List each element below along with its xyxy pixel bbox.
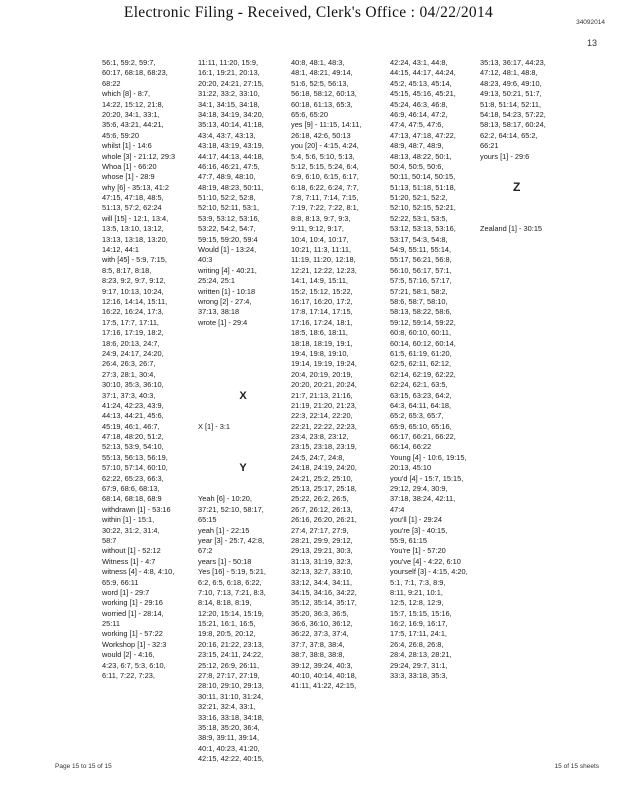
index-entry: 52:22, 53:1, 53:5,: [390, 213, 448, 223]
index-entry: 7:19, 7:22, 7:22, 8:1,: [291, 203, 359, 213]
index-entry: 27:3, 28:1, 30:4,: [102, 369, 156, 379]
index-entry: 30:22, 31:2, 31:4,: [102, 525, 160, 535]
index-entry: Young [4] - 10:6, 19:15,: [390, 452, 467, 462]
index-entry: 68:22: [102, 78, 121, 88]
index-entry: 48:1, 48:21, 49:14,: [291, 68, 353, 78]
index-entry: 59:12, 59:14, 59:22,: [390, 317, 456, 327]
index-entry: 17:5, 17:11, 24:1,: [390, 629, 447, 639]
index-entry: 15:7, 15:15, 15:16,: [390, 608, 452, 618]
index-entry: 48:19, 48:23, 50:11,: [198, 182, 264, 192]
index-entry: 44:13, 44:21, 45:6,: [102, 411, 164, 421]
index-entry: Whoa [1] - 66:20: [102, 161, 157, 171]
index-entry: Yes [16] - 5:19, 5:21,: [198, 567, 266, 577]
index-entry: 12:21, 12:22, 12:23,: [291, 265, 357, 275]
index-entry: 40:10, 40:14, 40:18,: [291, 671, 357, 681]
index-entry: working [1] - 29:16: [102, 598, 163, 608]
section-letter: X: [239, 389, 247, 402]
index-entry: 62:14, 62:19, 62:22,: [390, 369, 456, 379]
index-entry: 20:20, 24:21, 27:15,: [198, 78, 264, 88]
index-entry: 17:8, 17:14, 17:15,: [291, 307, 353, 317]
index-entry: 24:18, 24:19, 24:20,: [291, 463, 357, 473]
index-entry: 24:21, 25:2, 25:10,: [291, 473, 353, 483]
index-entry: Witness [1] - 4:7: [102, 556, 156, 566]
index-entry: 58:13, 58:22, 58:6,: [390, 307, 452, 317]
index-entry: 35:12, 35:14, 35:17,: [291, 598, 357, 608]
index-entry: 11:11, 11:20, 15:9,: [198, 58, 258, 67]
index-entry: You're [1] - 57:20: [390, 546, 446, 556]
index-entry: 25:13, 25:17, 25:18,: [291, 484, 357, 494]
index-entry: 14:1, 14:9, 15:11,: [291, 276, 348, 286]
index-entry: 28:4, 28:13, 28:21,: [390, 650, 452, 660]
index-entry: 37:13, 38:18: [198, 307, 240, 317]
index-entry: wrong [2] - 27:4,: [198, 296, 252, 306]
index-entry: withdrawn [1] - 53:16: [102, 504, 171, 514]
index-entry: 33:3, 33:18, 35:3,: [390, 671, 448, 681]
index-entry: 61:5, 61:19, 61:20,: [390, 348, 452, 358]
index-entry: 5:12, 5:15, 5:24, 6:4,: [291, 161, 359, 171]
index-entry: you've [4] - 4:22, 6:10: [390, 556, 461, 566]
index-entry: 33:12, 34:4, 34:11,: [291, 577, 353, 587]
index-entry: Workshop [1] - 32:3: [102, 639, 167, 649]
index-entry: will [15] - 12:1, 13:4,: [102, 213, 169, 223]
index-entry: 12:20, 15:14, 15:19,: [198, 608, 264, 618]
index-entry: without [1] - 52:12: [102, 546, 161, 556]
index-entry: [480, 193, 570, 203]
index-entry: within [1] - 15:1,: [102, 515, 155, 525]
index-entry: 53:17, 54:3, 54:8,: [390, 234, 448, 244]
index-entry: 31:22, 33:2, 33:10,: [198, 89, 260, 99]
index-entry: witness [4] - 4:8, 4:10,: [102, 567, 175, 577]
index-entry: 47:18, 48:20, 51:2,: [102, 432, 164, 442]
index-entry: 34:18, 34:19, 34:20,: [198, 109, 264, 119]
index-entry: 14:22, 15:12, 21:8,: [102, 99, 164, 109]
index-entry: 64:3, 64:11, 64:18,: [390, 400, 452, 410]
index-entry: 16:2, 16:9, 16:17,: [390, 619, 448, 629]
index-entry: 10:21, 11:3, 11:11,: [291, 245, 351, 255]
index-entry: [198, 359, 288, 369]
index-entry: yeah [1] - 22:15: [198, 525, 250, 535]
index-entry: Yeah [6] - 10:20,: [198, 494, 252, 504]
index-entry: 65:9, 66:11: [102, 577, 139, 587]
index-entry: 38:7, 38:8, 38:8,: [291, 650, 345, 660]
index-entry: 63:15, 63:23, 64:2,: [390, 390, 452, 400]
index-entry: writing [4] - 40:21,: [198, 265, 257, 275]
index-entry: 24:9, 24:17, 24:20,: [102, 348, 164, 358]
index-entry: 48:9, 48:7, 48:9,: [390, 141, 444, 151]
index-entry: Would [1] - 13:24,: [198, 245, 257, 255]
index-entry: [480, 203, 570, 213]
index-entry: 59:15, 59:20, 59:4: [198, 234, 258, 244]
index-entry: whose [1] - 28:9: [102, 172, 155, 182]
index-entry: you [20] - 4:15, 4:24,: [291, 141, 359, 151]
index-entry: 34:1, 34:15, 34:18,: [198, 99, 260, 109]
index-entry: 53:9, 53:12, 53:16,: [198, 213, 260, 223]
index-entry: 20:4, 20:19, 20:19,: [291, 369, 353, 379]
index-entry: 25:24, 25:1: [198, 276, 235, 286]
index-entry: 13:13, 13:18, 13:20,: [102, 234, 168, 244]
index-entry: 16:1, 19:21, 20:13,: [198, 68, 260, 78]
index-entry: 19:14, 19:19, 19:24,: [291, 359, 357, 369]
index-entry: 42:15, 42:22, 40:15,: [198, 754, 264, 764]
index-entry: 20:20, 34:1, 33:1,: [102, 109, 160, 119]
index-entry: 56:1, 59:2, 59:7,: [102, 58, 156, 67]
index-entry: 6:2, 6:5, 6:18, 6:22,: [198, 577, 262, 587]
index-entry: 51:10, 52:2, 52:8,: [198, 193, 256, 203]
index-entry: 51:6, 52:5, 56:13,: [291, 78, 349, 88]
index-entry: with [45] - 5:9, 7:15,: [102, 255, 167, 265]
index-entry: 13:5, 13:10, 13:12,: [102, 224, 164, 234]
index-entry: 4:23, 6:7, 5:3, 6:10,: [102, 660, 166, 670]
index-entry: 48:13, 48:22, 50:1,: [390, 151, 452, 161]
index-column-1: [102, 58, 192, 681]
index-entry: 52:13, 53:9, 54:10,: [102, 442, 164, 452]
index-entry: wrote [1] - 29:4: [198, 317, 248, 327]
index-entry: 16:22, 16:24, 17:3,: [102, 307, 164, 317]
index-entry: 20:13, 45:10: [390, 463, 432, 473]
index-entry: 25:22, 26:2, 26:5,: [291, 494, 349, 504]
index-entry: 47:4: [390, 504, 405, 514]
index-entry: [198, 432, 288, 442]
index-entry: 51:13, 57:2, 62:24: [102, 203, 162, 213]
index-entry: 38:9, 39:11, 39:14,: [198, 733, 260, 743]
index-column-2: [198, 58, 288, 765]
index-entry: 21:7, 21:13, 21:16,: [291, 390, 353, 400]
index-entry: 9:17, 10:13, 10:24,: [102, 286, 164, 296]
index-entry: 47:4, 47:5, 47:6,: [390, 120, 444, 130]
index-entry: 32:21, 32:4, 33:1,: [198, 702, 256, 712]
index-entry: 5:1, 7:1, 7:3, 8:9,: [390, 577, 446, 587]
index-entry: 62:5, 62:11, 62:12,: [390, 359, 452, 369]
index-entry: 47:12, 48:1, 48:8,: [480, 68, 538, 78]
index-column-3: [291, 58, 381, 692]
index-entry: 54:18, 54:23, 57:22,: [480, 109, 546, 119]
index-entry: 44:17, 44:13, 44:18,: [198, 151, 264, 161]
index-entry: 8:23, 9:2, 9:7, 9:12,: [102, 276, 166, 286]
index-entry: 65:15: [198, 515, 217, 525]
index-entry: [198, 442, 288, 452]
index-entry: 60:17, 68:18, 68:23,: [102, 68, 168, 78]
index-entry: 29:12, 29:4, 30:9,: [390, 484, 448, 494]
index-entry: Zealand [1] - 30:15: [480, 224, 543, 234]
index-entry: 37:21, 52:10, 58:17,: [198, 504, 264, 514]
index-entry: 67:9, 68:6, 68:13,: [102, 484, 160, 494]
index-entry: [480, 214, 570, 224]
index-entry: 41:11, 41:22, 42:15,: [291, 681, 357, 691]
index-entry: [480, 172, 570, 182]
index-entry: you're [3] - 40:15,: [390, 525, 448, 535]
index-entry: 46:16, 46:21, 47:5,: [198, 161, 260, 171]
index-entry: 18:6, 20:13, 24:7,: [102, 338, 160, 348]
index-column-5: [480, 58, 570, 235]
index-entry: [198, 411, 288, 421]
index-entry: 53:22, 54:2, 54:7,: [198, 224, 256, 234]
index-entry: 47:15, 47:18, 48:5,: [102, 193, 164, 203]
index-entry: 23:15, 23:18, 23:19,: [291, 442, 357, 452]
index-entry: 52:10, 52:15, 52:21,: [390, 203, 456, 213]
index-entry: 37:18, 38:24, 42:11,: [390, 494, 456, 504]
index-entry: 50:11, 50:14, 50:15,: [390, 172, 456, 182]
index-entry: would [2] - 4:16,: [102, 650, 155, 660]
index-entry: 50:4, 50:5, 50:6,: [390, 161, 444, 171]
index-entry: 62:22, 65:23, 66:3,: [102, 473, 164, 483]
index-entry: 55:17, 56:21, 56:8,: [390, 255, 452, 265]
index-entry: 27:8, 27:17, 27:19,: [198, 671, 260, 681]
index-entry: [198, 401, 288, 411]
index-entry: 51:8, 51:14, 52:11,: [480, 99, 542, 109]
index-entry: 12:5, 12:8, 12:9,: [390, 598, 444, 608]
index-entry: yourself [3] - 4:15, 4:20,: [390, 567, 468, 577]
index-entry: [198, 328, 288, 338]
index-entry: 14:12, 44:1: [102, 245, 139, 255]
index-entry: 36:22, 37:3, 37:4,: [291, 629, 349, 639]
index-entry: 45:24, 46:3, 46:8,: [390, 99, 448, 109]
index-entry: written [1] - 10:18: [198, 286, 256, 296]
index-entry: 55:13, 56:13, 56:19,: [102, 452, 168, 462]
index-entry: 8:5, 8:17, 8:18,: [102, 265, 152, 275]
index-entry: 51:13, 51:18, 51:18,: [390, 182, 456, 192]
index-entry: yes [9] - 11:15, 14:11,: [291, 120, 362, 130]
index-entry: 8:8, 8:13, 9:7, 9:3,: [291, 213, 351, 223]
index-entry: 29:24, 29:7, 31:1,: [390, 660, 448, 670]
index-entry: 37:1, 37:3, 40:3,: [102, 390, 156, 400]
index-entry: 62:2, 64:14, 65:2,: [480, 130, 538, 140]
index-entry: 57:10, 57:14, 60:10,: [102, 463, 168, 473]
index-entry: 8:11, 9:21, 10:1,: [390, 587, 443, 597]
index-entry: X [1] - 3:1: [198, 421, 231, 431]
index-entry: 5:4, 5:6, 5:10, 5:13,: [291, 151, 355, 161]
footer-page-range: Page 15 to 15 of 15: [55, 763, 112, 770]
index-entry: 26:16, 26:20, 26:21,: [291, 515, 357, 525]
index-entry: 9:11, 9:12, 9:17,: [291, 224, 344, 234]
index-entry: 37:7, 37:8, 38:4,: [291, 639, 345, 649]
section-letter-z: Z: [513, 180, 521, 194]
index-entry: 40:1, 40:23, 41:20,: [198, 743, 260, 753]
index-entry: 19:8, 20:5, 20:12,: [198, 629, 256, 639]
index-entry: 25:12, 26:9, 26:11,: [198, 660, 260, 670]
page-number: 13: [586, 38, 597, 48]
index-entry: 26:18, 42:6, 50:13: [291, 130, 351, 140]
index-entry: 8:14, 8:18, 8:19,: [198, 598, 252, 608]
index-entry: 44:15, 44:17, 44:24,: [390, 68, 456, 78]
index-entry: 60:18, 61:13, 65:3,: [291, 99, 353, 109]
index-entry: 17:5, 17:7, 17:11,: [102, 317, 159, 327]
index-entry: 17:16, 17:24, 18:1,: [291, 317, 353, 327]
index-entry: why [6] - 35:13, 41:2: [102, 182, 169, 192]
index-entry: year [3] - 25:7, 42:8,: [198, 535, 265, 545]
index-entry: 6:18, 6:22, 6:24, 7:7,: [291, 182, 359, 192]
index-entry: you'll [1] - 29:24: [390, 515, 442, 525]
index-entry: whole [3] - 21:12, 29:3: [102, 151, 176, 161]
index-entry: 23:15, 24:11, 24:22,: [198, 650, 264, 660]
index-entry: 26:4, 26:8, 26:8,: [390, 639, 444, 649]
index-entry: 6:9, 6:10, 6:15, 6:17,: [291, 172, 359, 182]
index-entry: 15:21, 16:1, 16:5,: [198, 619, 256, 629]
index-entry: whilst [1] - 14:6: [102, 141, 152, 151]
index-entry: [480, 183, 570, 193]
index-entry: 51:20, 52:1, 52:2,: [390, 193, 448, 203]
index-entry: 42:24, 43:1, 44:8,: [390, 58, 448, 67]
index-entry: 43:4, 43:7, 43:13,: [198, 130, 256, 140]
index-entry: 12:16, 14:14, 15:11,: [102, 296, 168, 306]
index-entry: 49:13, 50:21, 51:7,: [480, 89, 542, 99]
index-entry: 36:6, 36:10, 36:12,: [291, 619, 353, 629]
index-entry: 18:18, 18:19, 19:1,: [291, 338, 353, 348]
index-entry: 32:13, 32:7, 33:10,: [291, 567, 353, 577]
index-entry: 47:13, 47:18, 47:22,: [390, 130, 456, 140]
index-entry: 66:14, 66:22: [390, 442, 432, 452]
index-entry: 7:8, 7:11, 7:14, 7:15,: [291, 193, 359, 203]
index-entry: 16:17, 16:20, 17:2,: [291, 296, 353, 306]
index-entry: 20:20, 20:21, 20:24,: [291, 380, 357, 390]
index-entry: 7:10, 7:13, 7:21, 8:3,: [198, 587, 266, 597]
index-entry: 35:13, 36:17, 44:23,: [480, 58, 546, 67]
section-letter: Y: [239, 462, 247, 475]
index-entry: 46:9, 46:14, 47:2,: [390, 109, 448, 119]
index-entry: 57:5, 57:16, 57:17,: [390, 276, 452, 286]
index-entry: 6:11, 7:22, 7:23,: [102, 671, 155, 681]
index-entry: [198, 370, 288, 380]
index-entry: 45:6, 59:20: [102, 130, 139, 140]
index-entry: 28:10, 29:10, 29:13,: [198, 681, 264, 691]
filing-stamp: Electronic Filing - Received, Clerk's Office : 04/22/2014: [123, 4, 494, 21]
index-entry: 30:10, 35:3, 36:10,: [102, 380, 164, 390]
index-entry: 45:19, 46:1, 46:7,: [102, 421, 160, 431]
index-entry: [198, 474, 288, 484]
index-entry: 68:14, 68:18, 68:9: [102, 494, 162, 504]
index-entry: 40:8, 48:1, 48:3,: [291, 58, 345, 67]
index-entry: 20:16, 21:22, 23:13,: [198, 639, 264, 649]
index-entry: 65:6, 65:20: [291, 109, 328, 119]
index-entry: 39:12, 39:24, 40:3,: [291, 660, 353, 670]
index-entry: 52:10, 52:11, 53:1,: [198, 203, 260, 213]
index-entry: 41:24, 42:23, 43:9,: [102, 400, 164, 410]
index-entry: 25:11: [102, 619, 120, 629]
index-entry: 21:19, 21:20, 21:23,: [291, 400, 357, 410]
index-entry: years [1] - 50:18: [198, 556, 252, 566]
index-entry: 43:18, 43:19, 43:19,: [198, 141, 264, 151]
index-entry: 56:10, 56:17, 57:1,: [390, 265, 452, 275]
index-entry: 47:7, 48:9, 48:10,: [198, 172, 256, 182]
index-entry: 67:2: [198, 546, 213, 556]
page-id: 34092014: [576, 19, 605, 26]
index-entry: 35:13, 40:14, 41:18,: [198, 120, 264, 130]
index-entry: yours [1] - 29:6: [480, 151, 530, 161]
index-entry: 35:6, 43:21, 44:21,: [102, 120, 164, 130]
index-entry: you'd [4] - 15:7, 15:15,: [390, 473, 464, 483]
index-entry: 18:5, 18:6, 18:11,: [291, 328, 348, 338]
index-entry: 45:2, 45:13, 45:14,: [390, 78, 452, 88]
index-entry: 22:21, 22:22, 22:23,: [291, 421, 357, 431]
index-entry: [198, 349, 288, 359]
index-entry: worried [1] - 28:14,: [102, 608, 164, 618]
index-entry: 58:13, 58:17, 60:24,: [480, 120, 546, 130]
index-entry: 31:13, 31:19, 32:3,: [291, 556, 353, 566]
index-entry: 34:15, 34:16, 34:22,: [291, 587, 357, 597]
index-entry: 24:5, 24:7, 24:8,: [291, 452, 345, 462]
index-entry: which [8] - 8:7,: [102, 89, 151, 99]
index-entry: word [1] - 29:7: [102, 587, 150, 597]
index-entry: 60:14, 60:12, 60:14,: [390, 338, 456, 348]
index-entry: 58:6, 58:7, 58:10,: [390, 296, 448, 306]
index-entry: 15:2, 15:12, 15:22,: [291, 286, 353, 296]
index-entry: 28:21, 29:9, 29:12,: [291, 535, 353, 545]
index-entry: 62:24, 62:1, 63:5,: [390, 380, 448, 390]
index-entry: 29:13, 29:21, 30:3,: [291, 546, 353, 556]
footer-sheet-count: 15 of 15 sheets: [554, 763, 599, 770]
index-entry: 22:3, 22:14, 22:20,: [291, 411, 353, 421]
index-entry: 58:7: [102, 535, 117, 545]
index-entry: working [1] - 57:22: [102, 629, 163, 639]
index-entry: [198, 339, 288, 349]
index-entry: [198, 484, 288, 494]
index-entry: 35:20, 36:3, 36:5,: [291, 608, 349, 618]
index-entry: 26:4, 26:3, 26:7,: [102, 359, 156, 369]
index-entry: 48:23, 49:6, 49:10,: [480, 78, 542, 88]
index-entry: 35:18, 35:20, 36:4,: [198, 723, 260, 732]
index-entry: 55:9, 61:15: [390, 535, 427, 545]
index-entry: 40:3: [198, 255, 213, 265]
index-entry: 11:19, 11:20, 12:18,: [291, 255, 356, 265]
index-entry: 60:8, 60:10, 60:11,: [390, 328, 452, 338]
index-entry: 54:9, 55:11, 55:14,: [390, 245, 452, 255]
index-entry: 26:7, 26:12, 26:13,: [291, 504, 353, 514]
index-entry: 23:4, 23:8, 23:12,: [291, 432, 349, 442]
index-entry: 66:21: [480, 141, 499, 151]
index-entry: 53:12, 53:13, 53:16,: [390, 224, 456, 234]
index-entry: 65:2, 65:3, 65:7,: [390, 411, 444, 421]
index-entry: [480, 162, 570, 172]
index-entry: 10:4, 10:4, 10:17,: [291, 234, 349, 244]
index-entry: 66:17, 66:21, 66:22,: [390, 432, 456, 442]
index-entry: 19:4, 19:8, 19:10,: [291, 348, 349, 358]
index-entry: [198, 380, 288, 390]
index-column-4: [390, 58, 480, 681]
index-entry: 33:16, 33:18, 34:18,: [198, 712, 264, 722]
index-entry: 17:16, 17:19, 18:2,: [102, 328, 164, 338]
index-entry: 27:4, 27:17, 27:9,: [291, 525, 349, 535]
index-entry: 65:9, 65:10, 65:16,: [390, 421, 452, 431]
index-entry: 30:11, 31:10, 31:24,: [198, 691, 264, 701]
index-entry: 57:21, 58:1, 58:2,: [390, 286, 448, 296]
index-entry: 56:18, 58:12, 60:13,: [291, 89, 357, 99]
index-entry: 45:15, 45:16, 45:21,: [390, 89, 456, 99]
